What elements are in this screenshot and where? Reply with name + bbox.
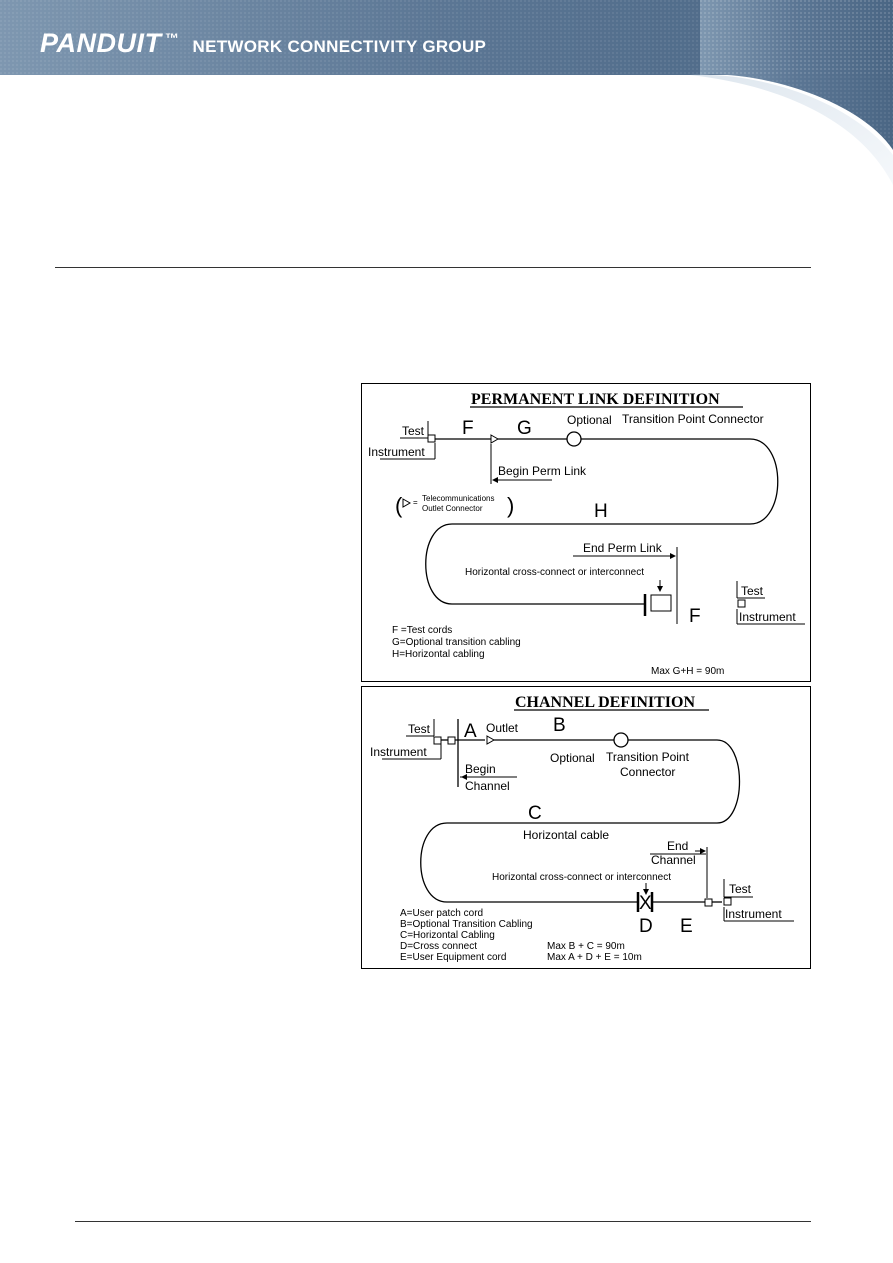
svg-text:): ): [507, 493, 515, 518]
perm-test-right: Test: [741, 584, 764, 598]
chan-test-left: Test: [408, 722, 431, 736]
chan-test-port-left: [434, 737, 441, 744]
brand-group-name: NETWORK CONNECTIVITY GROUP: [192, 37, 487, 56]
perm-label-h: H: [594, 501, 608, 522]
perm-telecom-line1: Telecommunications: [422, 494, 495, 503]
chan-label-e: E: [680, 916, 693, 937]
perm-begin-link: Begin Perm Link: [498, 464, 587, 478]
chan-label-a: A: [464, 721, 477, 742]
perm-transition-point: [567, 432, 581, 446]
chan-test-right: Test: [729, 882, 752, 896]
chan-legend-item: C=Horizontal Cabling: [400, 930, 495, 941]
chan-legend-item: E=User Equipment cord: [400, 952, 507, 963]
chan-patch-port: [448, 737, 455, 744]
perm-label-f-left: F: [462, 418, 474, 439]
chan-max-rule: Max B + C = 90m: [547, 941, 625, 952]
perm-legend-item: G=Optional transition cabling: [392, 637, 521, 648]
chan-outlet-connector: [487, 736, 494, 744]
outlet-symbol-icon: [403, 499, 410, 507]
chan-horizontal-cable: Horizontal cable: [523, 828, 610, 842]
permanent-link-figure: [362, 384, 810, 681]
chan-begin: Begin: [465, 762, 496, 776]
chan-begin-channel: Channel: [465, 779, 510, 793]
perm-label-g: G: [517, 418, 532, 439]
chan-outlet: Outlet: [486, 721, 519, 735]
channel-figure: [362, 687, 810, 968]
perm-instrument-left: Instrument: [368, 445, 425, 459]
top-divider: [55, 267, 811, 268]
chan-label-x: X: [639, 893, 652, 914]
chan-connector: Connector: [620, 765, 676, 779]
header-banner: [0, 0, 893, 190]
svg-text:(: (: [395, 493, 403, 518]
perm-test-port-left: [428, 435, 435, 442]
bottom-divider: [75, 1221, 811, 1222]
perm-legend-item: F =Test cords: [392, 625, 453, 636]
chan-instrument-right: Instrument: [725, 907, 782, 921]
chan-label-d: D: [639, 916, 653, 937]
chan-max-rule: Max A + D + E = 10m: [547, 952, 642, 963]
chan-instrument-left: Instrument: [370, 745, 427, 759]
perm-max-rule: Max G+H = 90m: [651, 666, 725, 677]
perm-transition-point-label: Transition Point Connector: [622, 412, 764, 426]
chan-equipment-port: [705, 899, 712, 906]
perm-cross-connect-block: [651, 595, 671, 611]
chan-end-channel: Channel: [651, 853, 696, 867]
chan-optional: Optional: [550, 751, 595, 765]
perm-test-left: Test: [402, 424, 425, 438]
chan-legend-item: D=Cross connect: [400, 941, 477, 952]
perm-optional: Optional: [567, 413, 612, 427]
perm-legend-item: H=Horizontal cabling: [392, 649, 485, 660]
chan-label-c: C: [528, 803, 542, 824]
perm-label-f-right: F: [689, 606, 701, 627]
perm-horizontal-cross-connect: Horizontal cross-connect or interconnect: [465, 567, 644, 578]
chan-label-b: B: [553, 715, 566, 736]
svg-text:=: =: [413, 498, 418, 507]
chan-legend-item: B=Optional Transition Cabling: [400, 919, 533, 930]
permanent-link-title: PERMANENT LINK DEFINITION: [471, 391, 720, 408]
perm-instrument-right: Instrument: [739, 610, 796, 624]
chan-end: End: [667, 839, 689, 853]
perm-test-port-right: [738, 600, 745, 607]
permanent-link-diagram: [361, 383, 811, 682]
chan-test-port-right: [724, 898, 731, 905]
brand-logo: PANDUIT: [40, 28, 162, 58]
channel-title: CHANNEL DEFINITION: [515, 694, 696, 711]
perm-outlet-connector: [491, 435, 498, 443]
perm-telecom-line2: Outlet Connector: [422, 504, 483, 513]
chan-transition-point-label: Transition Point: [606, 750, 689, 764]
chan-transition-point: [614, 733, 628, 747]
chan-horizontal-cross-connect: Horizontal cross-connect or interconnect: [492, 872, 671, 883]
perm-end-link: End Perm Link: [583, 541, 662, 555]
chan-legend-item: A=User patch cord: [400, 908, 484, 919]
channel-diagram: [361, 686, 811, 969]
trademark-symbol: ™: [164, 30, 179, 46]
